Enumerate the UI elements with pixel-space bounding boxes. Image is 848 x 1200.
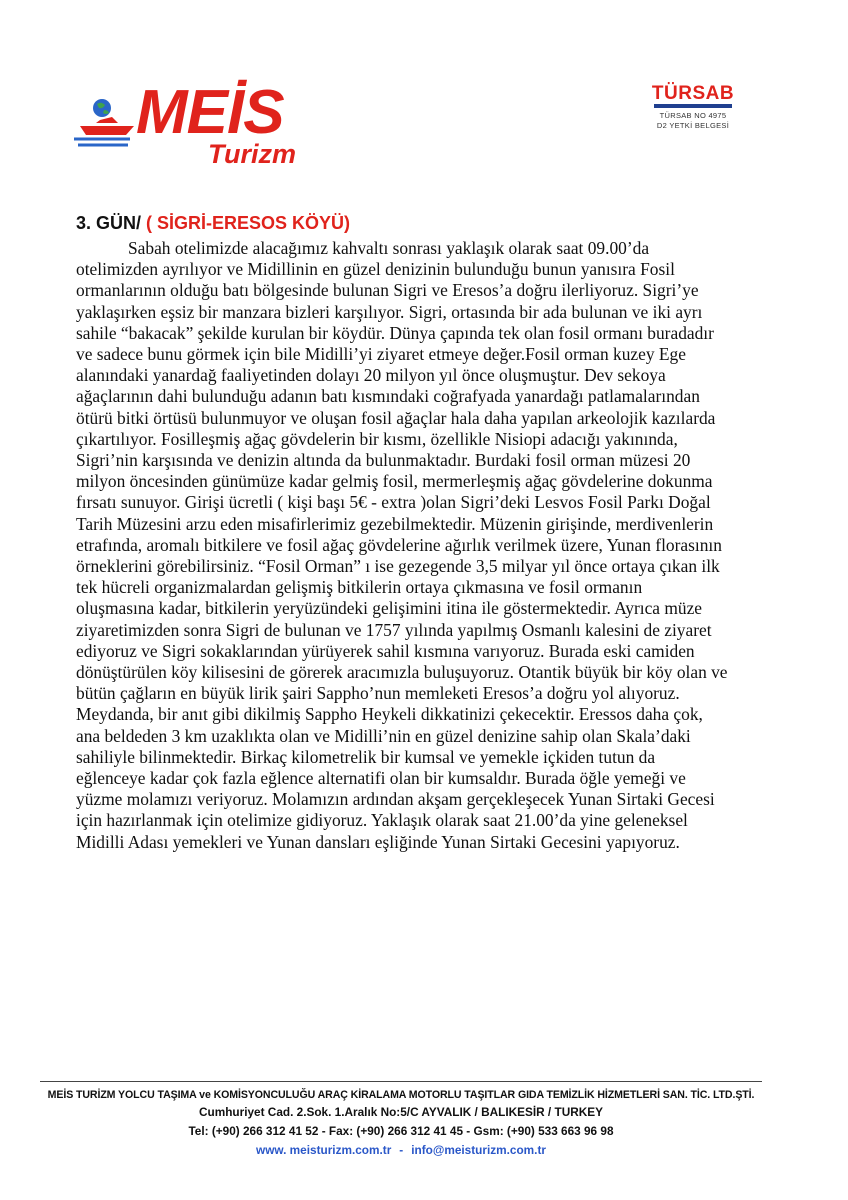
paragraph-line: fırsatı sunuyor. Girişi ücretli ( kişi başı 5€ - extra )olan Sigri’deki Lesvos Fosil Parkı Doğal	[76, 492, 711, 513]
paragraph-line: Tarih Müzesini arzu eden misafirlerimiz gezebilmektedir. Müzenin girişinde, merdivenlerin	[76, 513, 714, 534]
paragraph-line: çıkartılıyor. Fosilleşmiş ağaç gövdelerin bir kısmı, özellikle Nisiopi adacığı yakınında,	[76, 428, 678, 449]
paragraph-line: ediyoruz ve Sigri sokaklarından yürüyerek sahil kısmına varıyoruz. Burada eski camiden	[76, 640, 695, 661]
paragraph-line: milyon öncesinden günümüze kadar gelmiş fosil, mermerleşmiş ağaç gövdelerine dokunma	[76, 471, 713, 492]
paragraph-line: ve sadece bunu görmek için bile Midilli’yi ziyaret etmeye değer.Fosil orman kuzey Ege	[76, 344, 686, 365]
tursab-number: TÜRSAB NO 4975	[659, 111, 727, 120]
paragraph-line: örneklerini görebilirsiniz. “Fosil Orman” ı ise gezegende 3,5 milyar yıl önce ortaya çıkan ilk	[76, 556, 720, 577]
paragraph-line: Midilli Adası yemekleri ve Yunan dansları eşliğinde Yunan Sirtaki Gecesini yapıyoruz.	[76, 831, 680, 852]
tursab-bar	[654, 104, 732, 108]
company-logo	[70, 78, 340, 172]
day-place: ( SİGRİ-ERESOS KÖYÜ)	[146, 213, 351, 233]
day-heading	[76, 213, 350, 234]
paragraph-line: tek hücreli organizmalardan gelişmiş bitkilerin ortaya çıkmasına ve fosil ormanın	[76, 577, 643, 598]
paragraph-line: ana beldeden 3 km uzaklıkta olan ve Midilli’nin en güzel denizine sahip olan Skala’daki	[76, 725, 691, 746]
paragraph-line: otelimizden ayrılıyor ve Midillinin en güzel denizinin bulunduğu bunun yanısıra Fosil	[76, 259, 675, 280]
footer-divider	[40, 1081, 762, 1082]
paragraph-line: sahile “bakacak” şekilde kurulan bir köydür. Dünya çapında tek olan fosil ormanı buradadır	[76, 322, 714, 343]
footer-contact	[40, 1141, 762, 1160]
paragraph-line: Meydanda, bir anıt gibi dikilmiş Sappho Heykeli dikkatinizi çekecektir. Eressos daha çok,	[76, 704, 703, 725]
itinerary-paragraph	[76, 238, 771, 853]
email-link[interactable]: info@meisturizm.com.tr	[411, 1143, 546, 1157]
paragraph-line: oluşmasına kadar, bitkilerin yeryüzündeki gelişimini itina ile göstermektedir. Ayrıca müze	[76, 598, 703, 619]
paragraph-line: sahiliyle bilinmektedir. Birkaç kilometrelik bir kumsal ve yemekle içkiden tutun da	[76, 746, 656, 767]
paragraph-line: yüzme molamızı veriyoruz. Molamızın ardından akşam gerçekleşecek Yunan Sirtaki Gecesi	[76, 789, 715, 810]
day-label: 3. GÜN/	[76, 213, 142, 233]
paragraph-line: etrafında, aromalı bitkilere ve fosil ağaç gövdelerine ağırlık verilmek üzere, Yunan florasının	[76, 534, 722, 555]
paragraph-line: dönüştürülen köy kilisesini de görerek aracımızla buluşuyoruz. Otantik büyük bir köy olan ve	[76, 662, 728, 683]
footer-address: Cumhuriyet Cad. 2.Sok. 1.Aralık No:5/C AYVALIK / BALIKESİR / TURKEY	[198, 1105, 603, 1119]
paragraph-line: ormanlarının olduğu batı bölgesinde bulunan Sigri ve Eresos’a doğru ilerliyoruz. Sigri’ye	[76, 280, 699, 301]
ship-globe-icon	[70, 92, 140, 152]
footer-company: MEİS TURİZM YOLCU TAŞIMA ve KOMİSYONCULUĞU ARAÇ KİRALAMA MOTORLU TAŞITLAR GIDA TEMİZLİK HİZMETLERİ SAN. TİC. LTD.ŞTİ.	[47, 1089, 755, 1101]
paragraph-line: alanındaki yanardağ faaliyetinden dolayı 20 milyon yıl önce oluşmuştur. Dev sekoya	[76, 365, 666, 386]
paragraph-line: ziyaretimizden sonra Sigri de bulunan ve 1757 yılında yapılmış Osmanlı kalesini de ziyaret	[76, 619, 712, 640]
website-link[interactable]: www. meisturizm.com.tr	[256, 1143, 392, 1157]
paragraph-line: Sigri’nin karşısında ve denizin altında da bulunmaktadır. Burdaki fosil orman müzesi 20	[76, 450, 691, 471]
paragraph-line: için hazırlanmak için otelimize gidiyoruz. Yaklaşık olarak saat 21.00’da yine geleneksel	[76, 810, 688, 831]
paragraph-line: eğlenceye kadar çok fazla eğlence alternatifi olan bir kumsaldır. Burada öğle yemeği ve	[76, 768, 686, 789]
paragraph-line: ağaçlarının dahi bulunduğu adanın batı kısmındaki coğrafyada yanardağı patlamalarından	[76, 386, 700, 407]
tursab-badge	[648, 84, 738, 131]
logo-wordmark: MEİS	[136, 78, 284, 147]
footer	[40, 1088, 762, 1160]
paragraph-line: yaklaşırken eşsiz bir manzara bizleri karşılıyor. Sigri, ortasında bir ada bulunan ve iki ayrı	[76, 301, 703, 322]
tursab-logo: TÜRSAB	[651, 83, 735, 104]
paragraph-line: Sabah otelimizde alacağımız kahvaltı sonrası yaklaşık olarak saat 09.00’da	[128, 238, 650, 258]
paragraph-line: bütün çağların en büyük lirik şairi Sappho’nun memleketi Eresos’a doğru yol alıyoruz.	[76, 683, 680, 704]
footer-phones: Tel: (+90) 266 312 41 52 - Fax: (+90) 266 312 41 45 - Gsm: (+90) 533 663 96 98	[188, 1124, 614, 1138]
logo-subtitle: Turizm	[208, 139, 297, 169]
paragraph-line: ötürü bitki örtüsü bulunmuyor ve oluşan fosil ağaçlar hala daha yapılan arkeolojik kazılarda	[76, 407, 716, 428]
tursab-license: D2 YETKİ BELGESİ	[656, 121, 730, 130]
footer-separator: -	[399, 1143, 404, 1157]
